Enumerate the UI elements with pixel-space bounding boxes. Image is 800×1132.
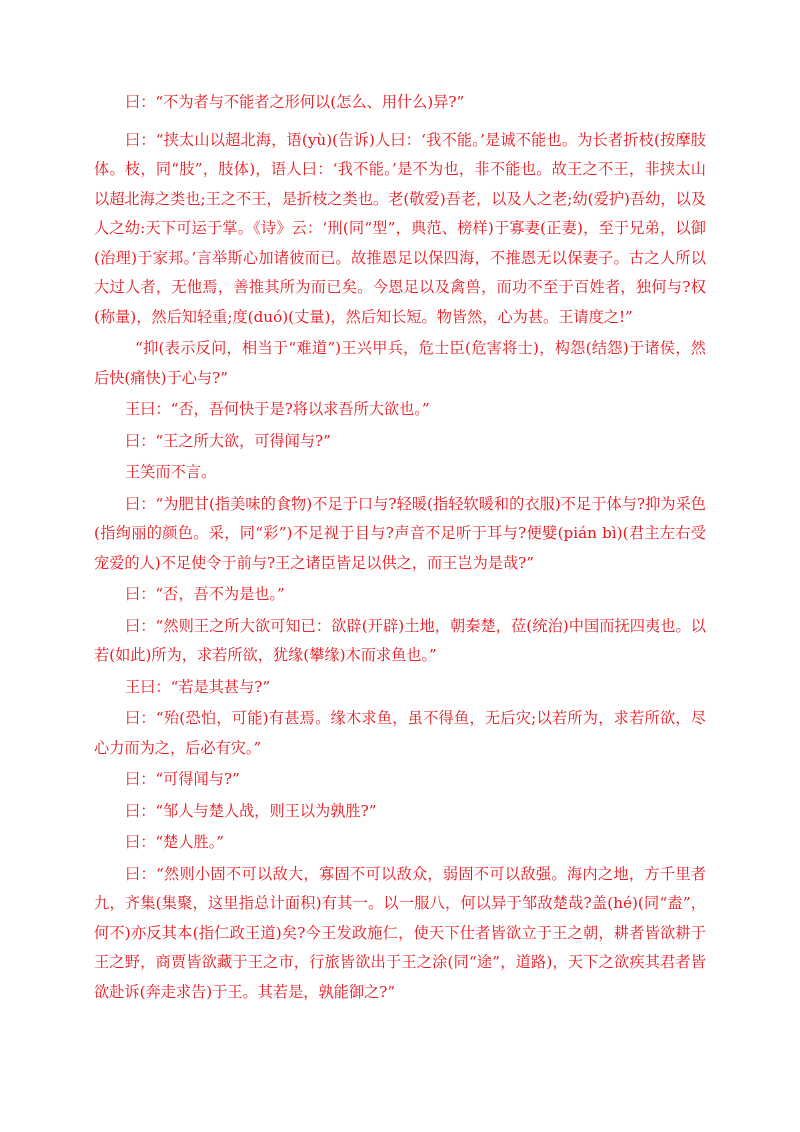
paragraph-8: 曰：“否，吾不为是也。”: [125, 585, 285, 603]
paragraph-15: 曰：“然则小固不可以敌大，寡固不可以敌众，弱固不可以敌强。海内之地，方千里者九，齐集(集聚，这里指总计面积)有其一。以一服八，何以异于邹敌楚哉?盖(hé)(同“盍”，何不)亦反其本(指仁政王道)矣?今王发政施仁，使天下仕者皆欲立于王之朝，耕者皆欲耕于王之野，商贾皆欲藏于王之市，行旅皆欲出于王之涂(同“途”，道路)，天下之欲疾其君者皆欲赴诉(奔走求告)于王。其若是，孰能御之?”: [94, 864, 706, 1001]
paragraph-13: 曰：“邹人与楚人战，则王以为孰胜?”: [125, 801, 377, 820]
paragraph-6: 王笑而不言。: [125, 463, 217, 481]
paragraph-14: 曰：“楚人胜。”: [125, 833, 225, 851]
paragraph-2: 曰：“挟太山以超北海，语(yù)(告诉)人曰：‘我不能。’是诚不能也。为长者折枝(按摩肢体。枝，同“肢”，肢体)，语人曰：‘我不能。’是不为也，非不能也。故王之不王，非挟太山以超北海之类也;王之不王，是折枝之类也。老(敬爱)吾老，以及人之老;幼(爱护)吾幼，以及人之幼:天下可运于掌。《诗》云：‘刑(同“型”，典范、榜样)于寡妻(正妻)，至于兄弟，以御(治理)于家邦。’言举斯心加诸彼而已。故推恩足以保四海，不推恩无以保妻子。古之人所以大过人者，无他焉，善推其所为而已矣。今恩足以及禽兽，而功不至于百姓者，独何与?权(称量)，然后知轻重;度(duó)(丈量)，然后知长短。物皆然，心为甚。王请度之!”: [94, 130, 706, 326]
paragraph-11: 曰：“殆(恐怕，可能)有甚焉。缘木求鱼，虽不得鱼，无后灾;以若所为，求若所欲，尽心力而为之，后必有灾。”: [94, 709, 706, 757]
paragraph-7: 曰：“为肥甘(指美味的食物)不足于口与?轻暖(指轻软暖和的衣服)不足于体与?抑为采色(指绚丽的颜色。采，同“彩”)不足视于目与?声音不足听于耳与?便嬖(pián bì)(君主左右受宠爱的人)不足使令于前与?王之诸臣皆足以供之，而王岂为是哉?”: [94, 494, 706, 572]
paragraph-12: 曰：“可得闻与?”: [125, 770, 240, 788]
paragraph-9: 曰：“然则王之所大欲可知已：欲辟(开辟)土地，朝秦楚，莅(统治)中国而抚四夷也。以若(如此)所为，求若所欲，犹缘(攀缘)木而求鱼也。”: [94, 616, 706, 664]
paragraph-5: 曰：“王之所大欲，可得闻与?”: [125, 431, 331, 450]
paragraph-1: 曰：“不为者与不能者之形何以(怎么、用什么)异?”: [125, 93, 465, 111]
paragraph-4: 王曰：“否，吾何快于是?将以求吾所大欲也。”: [125, 400, 430, 418]
paragraph-3: “抑(表示反问，相当于“难道”)王兴甲兵，危士臣(危害将士)，构怨(结怨)于诸侯，然后快(痛快)于心与?”: [94, 339, 706, 387]
paragraph-10: 王曰：“若是其甚与?”: [125, 677, 271, 696]
